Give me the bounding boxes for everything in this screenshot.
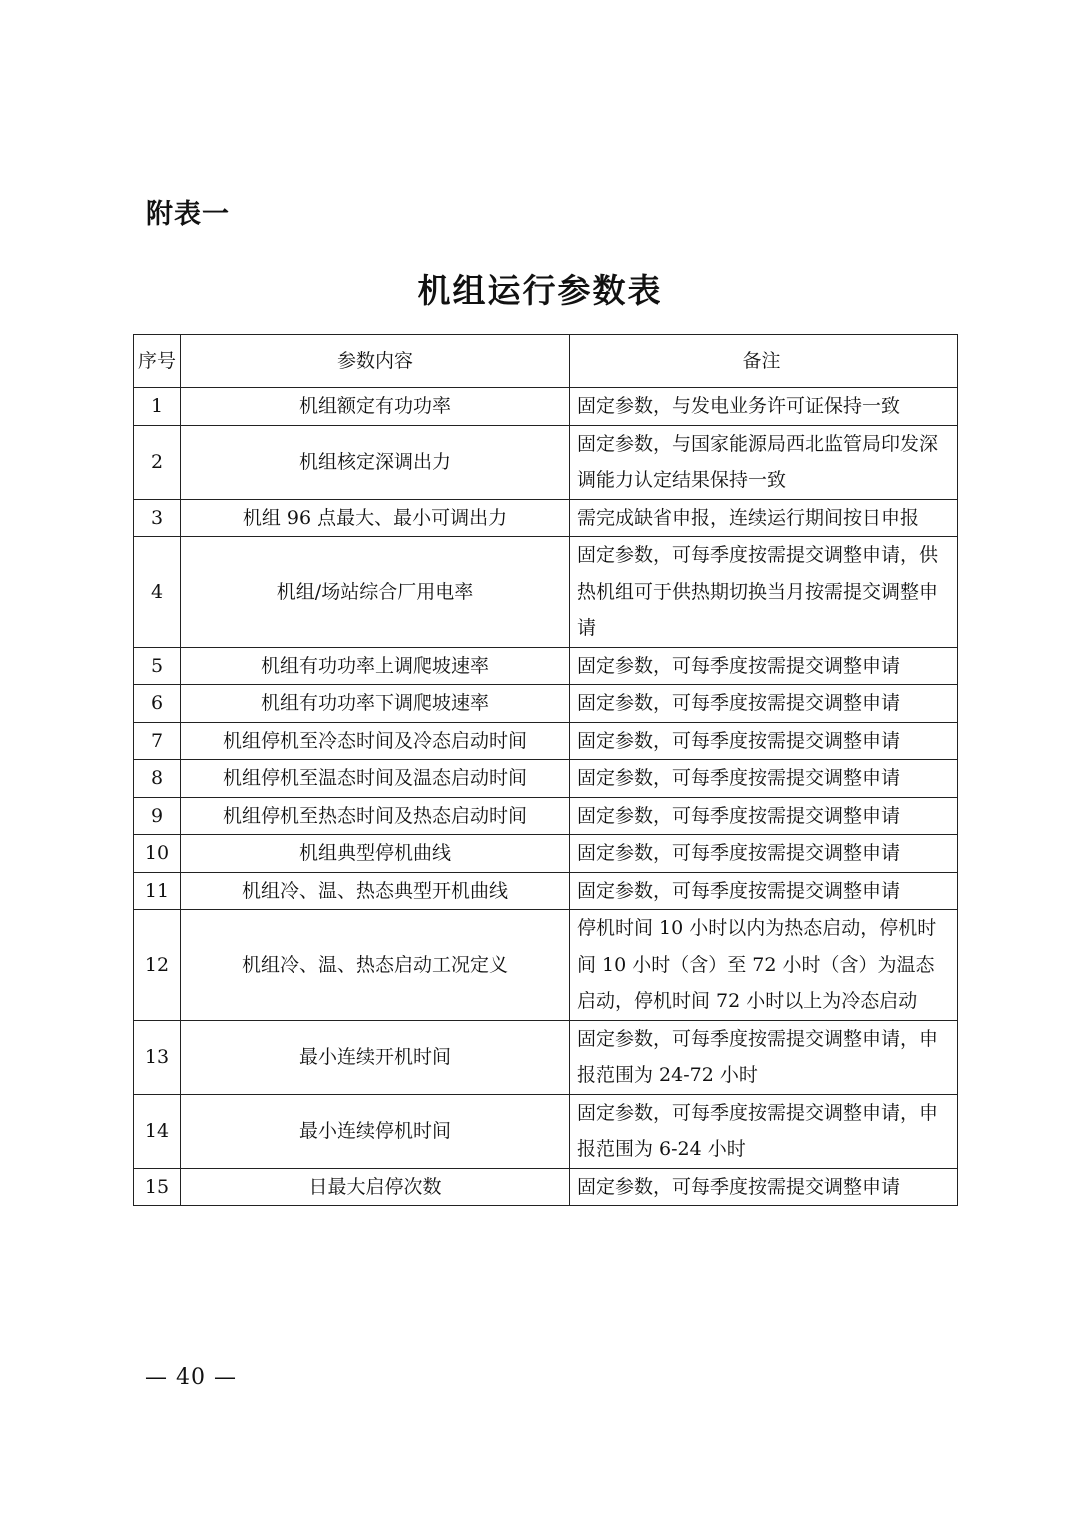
row-index: 14	[134, 1094, 181, 1168]
row-note: 需完成缺省申报，连续运行期间按日申报	[570, 499, 958, 537]
row-note: 固定参数，可每季度按需提交调整申请	[570, 1168, 958, 1206]
row-note: 固定参数，可每季度按需提交调整申请	[570, 797, 958, 835]
row-content: 机组有功功率上调爬坡速率	[181, 647, 570, 685]
row-index: 1	[134, 388, 181, 426]
row-index: 7	[134, 722, 181, 760]
row-content: 机组核定深调出力	[181, 425, 570, 499]
row-note: 固定参数，可每季度按需提交调整申请	[570, 872, 958, 910]
row-note: 停机时间 10 小时以内为热态启动，停机时间 10 小时（含）至 72 小时（含）为温态启动，停机时间 72 小时以上为冷态启动	[570, 910, 958, 1021]
page-number: — 40 —	[145, 1365, 237, 1390]
table-row	[134, 685, 958, 723]
row-index: 13	[134, 1020, 181, 1094]
row-note: 固定参数，可每季度按需提交调整申请，申报范围为 24-72 小时	[570, 1020, 958, 1094]
table-row	[134, 425, 958, 499]
row-index: 6	[134, 685, 181, 723]
table-row	[134, 910, 958, 1021]
row-content: 机组 96 点最大、最小可调出力	[181, 499, 570, 537]
row-note: 固定参数，可每季度按需提交调整申请，申报范围为 6-24 小时	[570, 1094, 958, 1168]
header-note: 备注	[570, 335, 958, 388]
row-content: 机组停机至温态时间及温态启动时间	[181, 760, 570, 798]
table-row	[134, 388, 958, 426]
row-index: 9	[134, 797, 181, 835]
row-note: 固定参数，可每季度按需提交调整申请	[570, 722, 958, 760]
row-note: 固定参数，可每季度按需提交调整申请	[570, 760, 958, 798]
table-row	[134, 1020, 958, 1094]
row-index: 3	[134, 499, 181, 537]
parameter-table	[133, 334, 958, 1206]
row-content: 机组冷、温、热态启动工况定义	[181, 910, 570, 1021]
table-row	[134, 537, 958, 648]
row-index: 8	[134, 760, 181, 798]
row-content: 机组典型停机曲线	[181, 835, 570, 873]
row-note: 固定参数，可每季度按需提交调整申请，供热机组可于供热期切换当月按需提交调整申请	[570, 537, 958, 648]
row-content: 机组有功功率下调爬坡速率	[181, 685, 570, 723]
table-row	[134, 1168, 958, 1206]
document-title: 机组运行参数表	[417, 271, 663, 310]
header-index: 序号	[134, 335, 181, 388]
row-note: 固定参数，可每季度按需提交调整申请	[570, 647, 958, 685]
table-row	[134, 722, 958, 760]
row-content: 机组额定有功功率	[181, 388, 570, 426]
appendix-label: 附表一	[146, 199, 230, 230]
row-note: 固定参数，与国家能源局西北监管局印发深调能力认定结果保持一致	[570, 425, 958, 499]
row-index: 15	[134, 1168, 181, 1206]
table-row	[134, 499, 958, 537]
row-index: 2	[134, 425, 181, 499]
row-note: 固定参数，可每季度按需提交调整申请	[570, 835, 958, 873]
row-index: 5	[134, 647, 181, 685]
row-content: 最小连续停机时间	[181, 1094, 570, 1168]
row-content: 机组停机至热态时间及热态启动时间	[181, 797, 570, 835]
row-note: 固定参数，与发电业务许可证保持一致	[570, 388, 958, 426]
header-content: 参数内容	[181, 335, 570, 388]
table-row	[134, 1094, 958, 1168]
row-content: 机组停机至冷态时间及冷态启动时间	[181, 722, 570, 760]
table-header-row	[134, 335, 958, 388]
row-note: 固定参数，可每季度按需提交调整申请	[570, 685, 958, 723]
row-content: 机组/场站综合厂用电率	[181, 537, 570, 648]
row-index: 4	[134, 537, 181, 648]
row-content: 最小连续开机时间	[181, 1020, 570, 1094]
row-index: 11	[134, 872, 181, 910]
row-content: 机组冷、温、热态典型开机曲线	[181, 872, 570, 910]
table-row	[134, 760, 958, 798]
table-row	[134, 835, 958, 873]
table-row	[134, 647, 958, 685]
row-content: 日最大启停次数	[181, 1168, 570, 1206]
table-row	[134, 797, 958, 835]
row-index: 10	[134, 835, 181, 873]
table-row	[134, 872, 958, 910]
row-index: 12	[134, 910, 181, 1021]
